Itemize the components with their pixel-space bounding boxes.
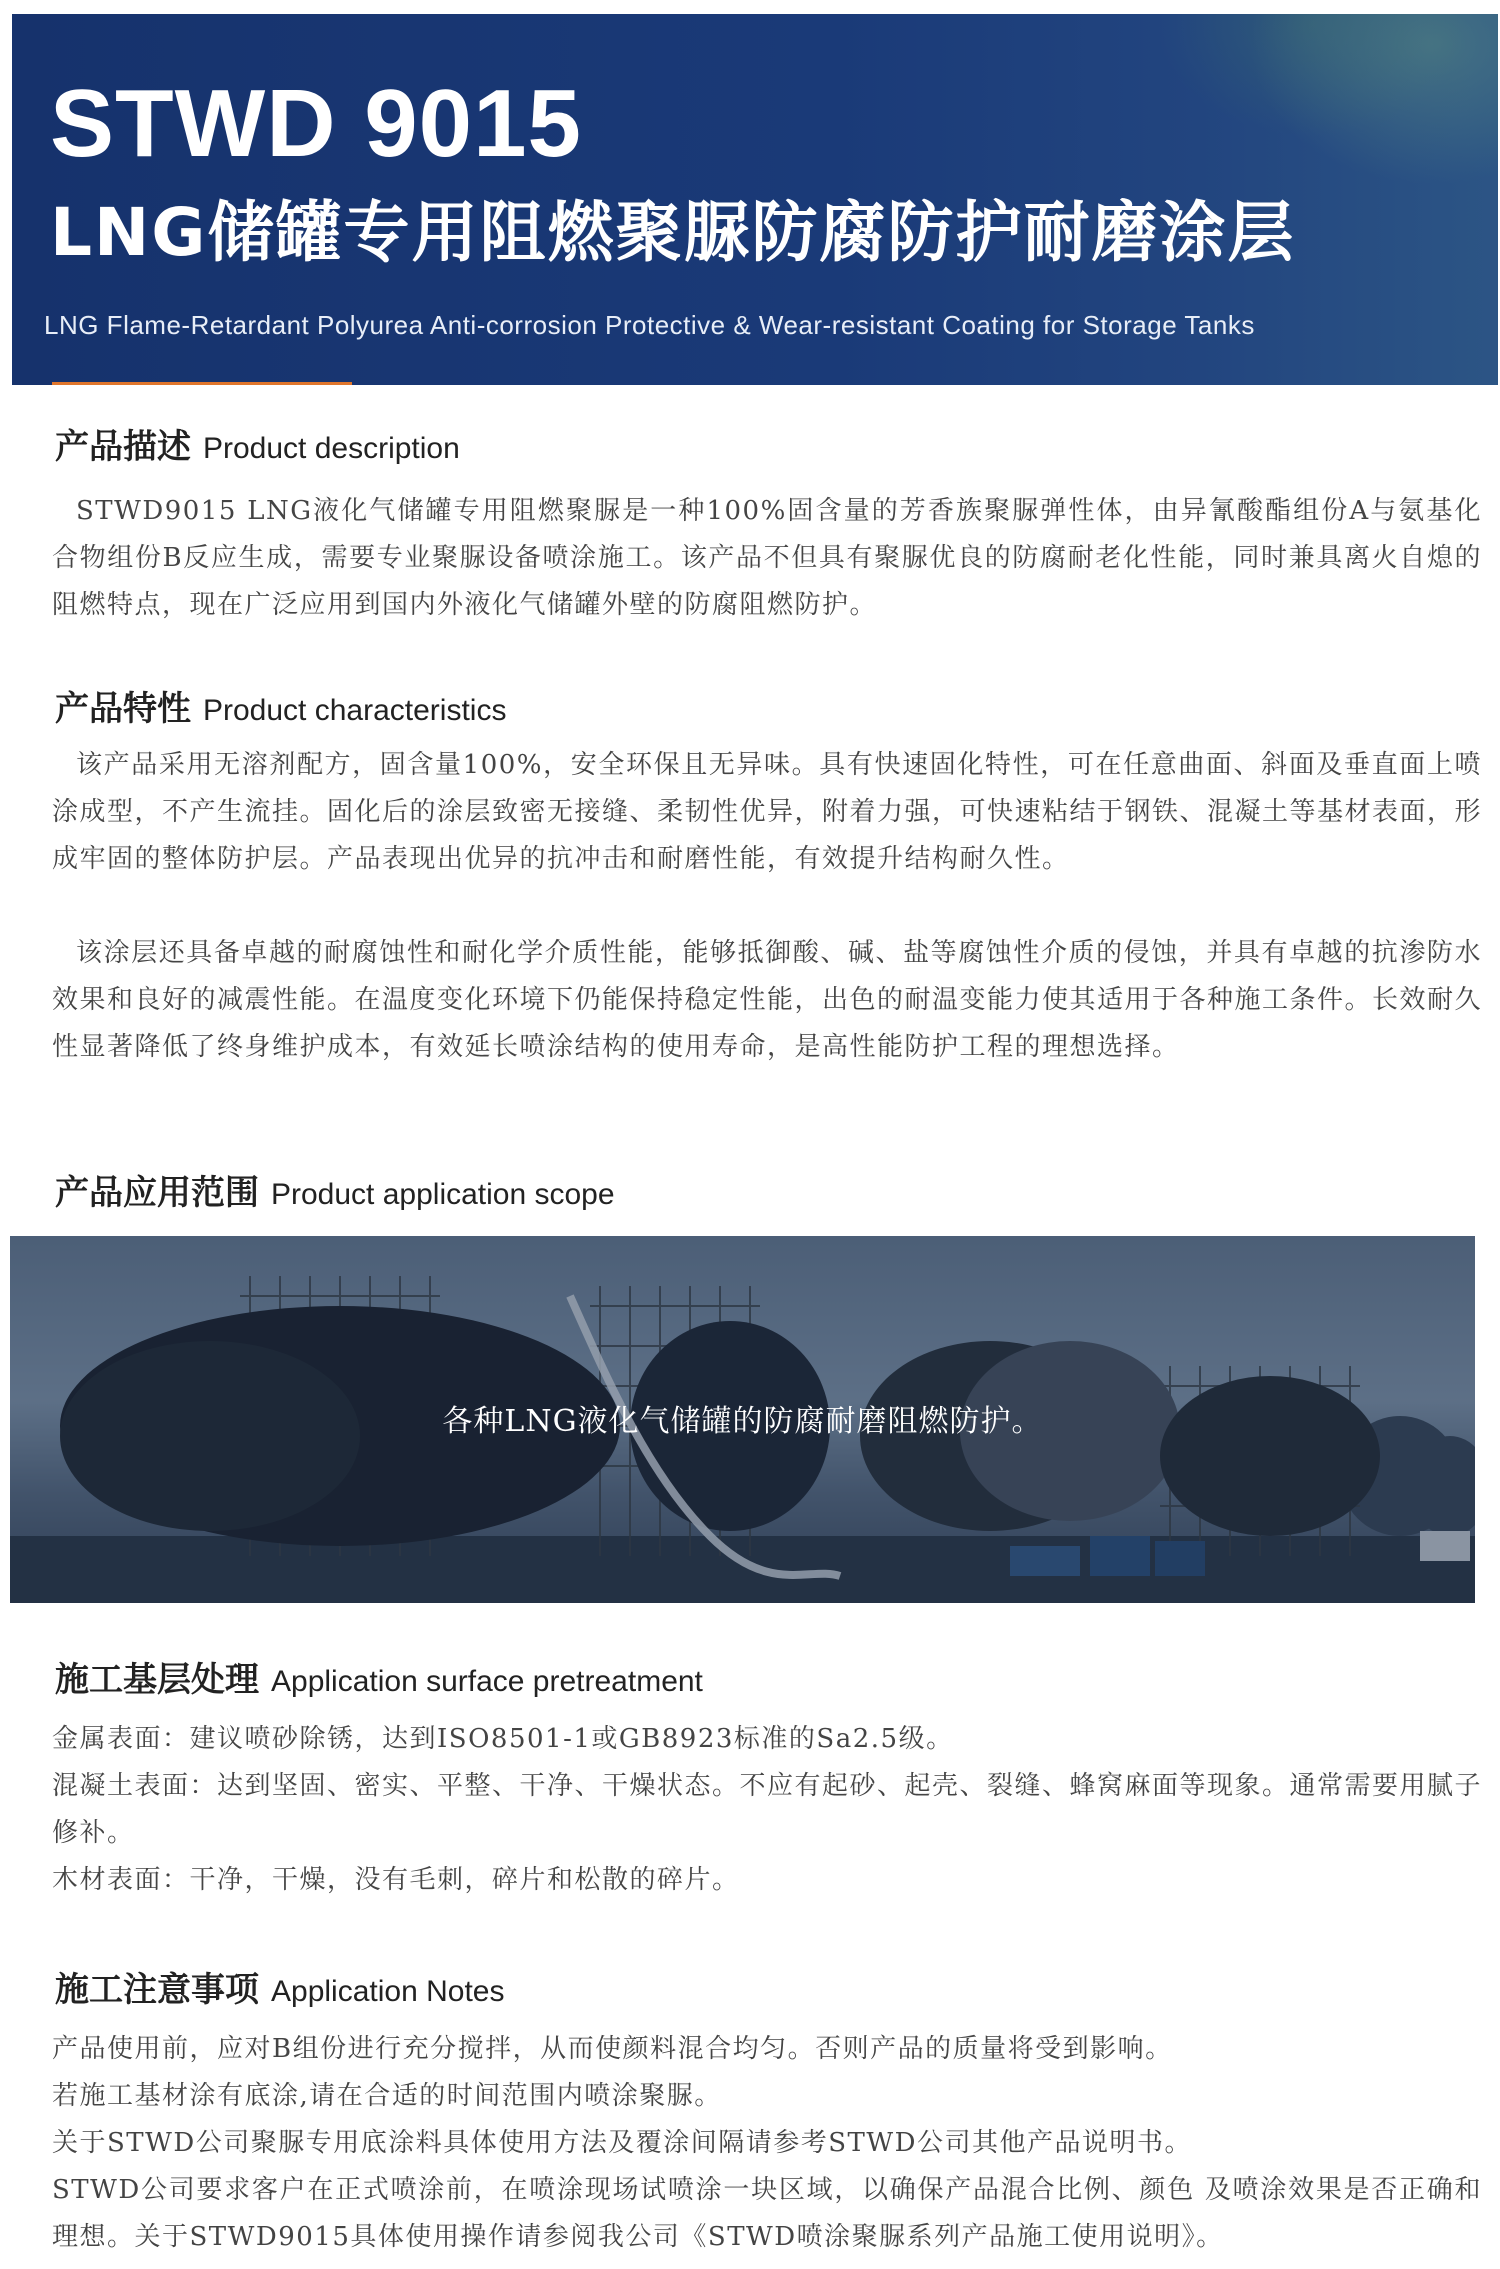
hero-banner (12, 14, 1498, 385)
section-title-en: Product characteristics (203, 694, 507, 727)
product-model: STWD 9015 (50, 70, 582, 177)
note-item: 若施工基材涂有底涂,请在合适的时间范围内喷涂聚脲。 (52, 2081, 722, 2111)
pretreatment-wood: 木材表面：干净，干燥，没有毛刺，碎片和松散的碎片。 (52, 1865, 740, 1895)
section-title-cn: 施工注意事项 (55, 1970, 259, 2010)
section-title-cn: 产品描述 (55, 427, 191, 467)
product-title-cn: LNG储罐专用阻燃聚脲防腐防护耐磨涂层 (50, 194, 1296, 271)
section-title-pretreatment (55, 1660, 703, 1700)
note-item: 产品使用前，应对B组份进行充分搅拌，从而使颜料混合均匀。否则产品的质量将受到影响。 (52, 2034, 1173, 2064)
characteristics-paragraph-2: 该涂层还具备卓越的耐腐蚀性和耐化学介质性能，能够抵御酸、碱、盐等腐蚀性介质的侵蚀，并具有卓越的抗渗防水效果和良好的减震性能。在温度变化环境下仍能保持稳定性能，出色的耐温变能力使其适用于各种施工条件。长效耐久性显著降低了终身维护成本，有效延长喷涂结构的使用寿命，是高性能防护工程的理想选择。 (52, 938, 1483, 1062)
section-title-cn: 产品特性 (55, 689, 191, 729)
pretreatment-concrete: 混凝土表面：达到坚固、密实、平整、干净、干燥状态。不应有起砂、起壳、裂缝、蜂窝麻面等现象。通常需要用腻子修补。 (52, 1771, 1483, 1848)
section-title-en: Product application scope (271, 1178, 615, 1211)
section-title-cn: 产品应用范围 (55, 1173, 259, 1213)
note-item: STWD公司要求客户在正式喷涂前，在喷涂现场试喷涂一块区域，以确保产品混合比例、颜色 及喷涂效果是否正确和理想。关于STWD9015具体使用操作请参阅我公司《STWD喷涂聚脲系列产品施工使用说明》。 (52, 2175, 1482, 2252)
section-title-en: Product description (203, 432, 460, 465)
notes-list (52, 2026, 1482, 2261)
accent-bar (52, 382, 352, 385)
section-title-application (55, 1173, 615, 1213)
section-title-notes (55, 1970, 505, 2010)
application-caption: 各种LNG液化气储罐的防腐耐磨阻燃防护。 (442, 1404, 1043, 1439)
section-title-description (55, 427, 460, 467)
product-title-en: LNG Flame-Retardant Polyurea Anti-corrosion Protective & Wear-resistant Coating for Storage Tanks (44, 310, 1255, 340)
pretreatment-metal: 金属表面：建议喷砂除锈，达到ISO8501-1或GB8923标准的Sa2.5级。 (52, 1724, 954, 1754)
note-item: 关于STWD公司聚脲专用底涂料具体使用方法及覆涂间隔请参考STWD公司其他产品说明书。 (52, 2128, 1192, 2158)
lng-tanks-photo (10, 1236, 1475, 1603)
description-text: STWD9015 LNG液化气储罐专用阻燃聚脲是一种100%固含量的芳香族聚脲弹性体，由异氰酸酯组份A与氨基化合物组份B反应生成，需要专业聚脲设备喷涂施工。该产品不但具有聚脲优良的防腐耐老化性能，同时兼具离火自熄的阻燃特点，现在广泛应用到国内外液化气储罐外壁的防腐阻燃防护。 (52, 496, 1482, 620)
section-title-en: Application surface pretreatment (271, 1665, 703, 1698)
section-title-characteristics (55, 689, 507, 729)
section-title-cn: 施工基层处理 (55, 1660, 259, 1700)
pretreatment-list (52, 1716, 1482, 1904)
section-title-en: Application Notes (271, 1975, 505, 2008)
characteristics-paragraph-1: 该产品采用无溶剂配方，固含量100%，安全环保且无异味。具有快速固化特性，可在任意曲面、斜面及垂直面上喷涂成型，不产生流挂。固化后的涂层致密无接缝、柔韧性优异，附着力强，可快速粘结于钢铁、混凝土等基材表面，形成牢固的整体防护层。产品表现出优异的抗冲击和耐磨性能，有效提升结构耐久性。 (52, 750, 1483, 874)
